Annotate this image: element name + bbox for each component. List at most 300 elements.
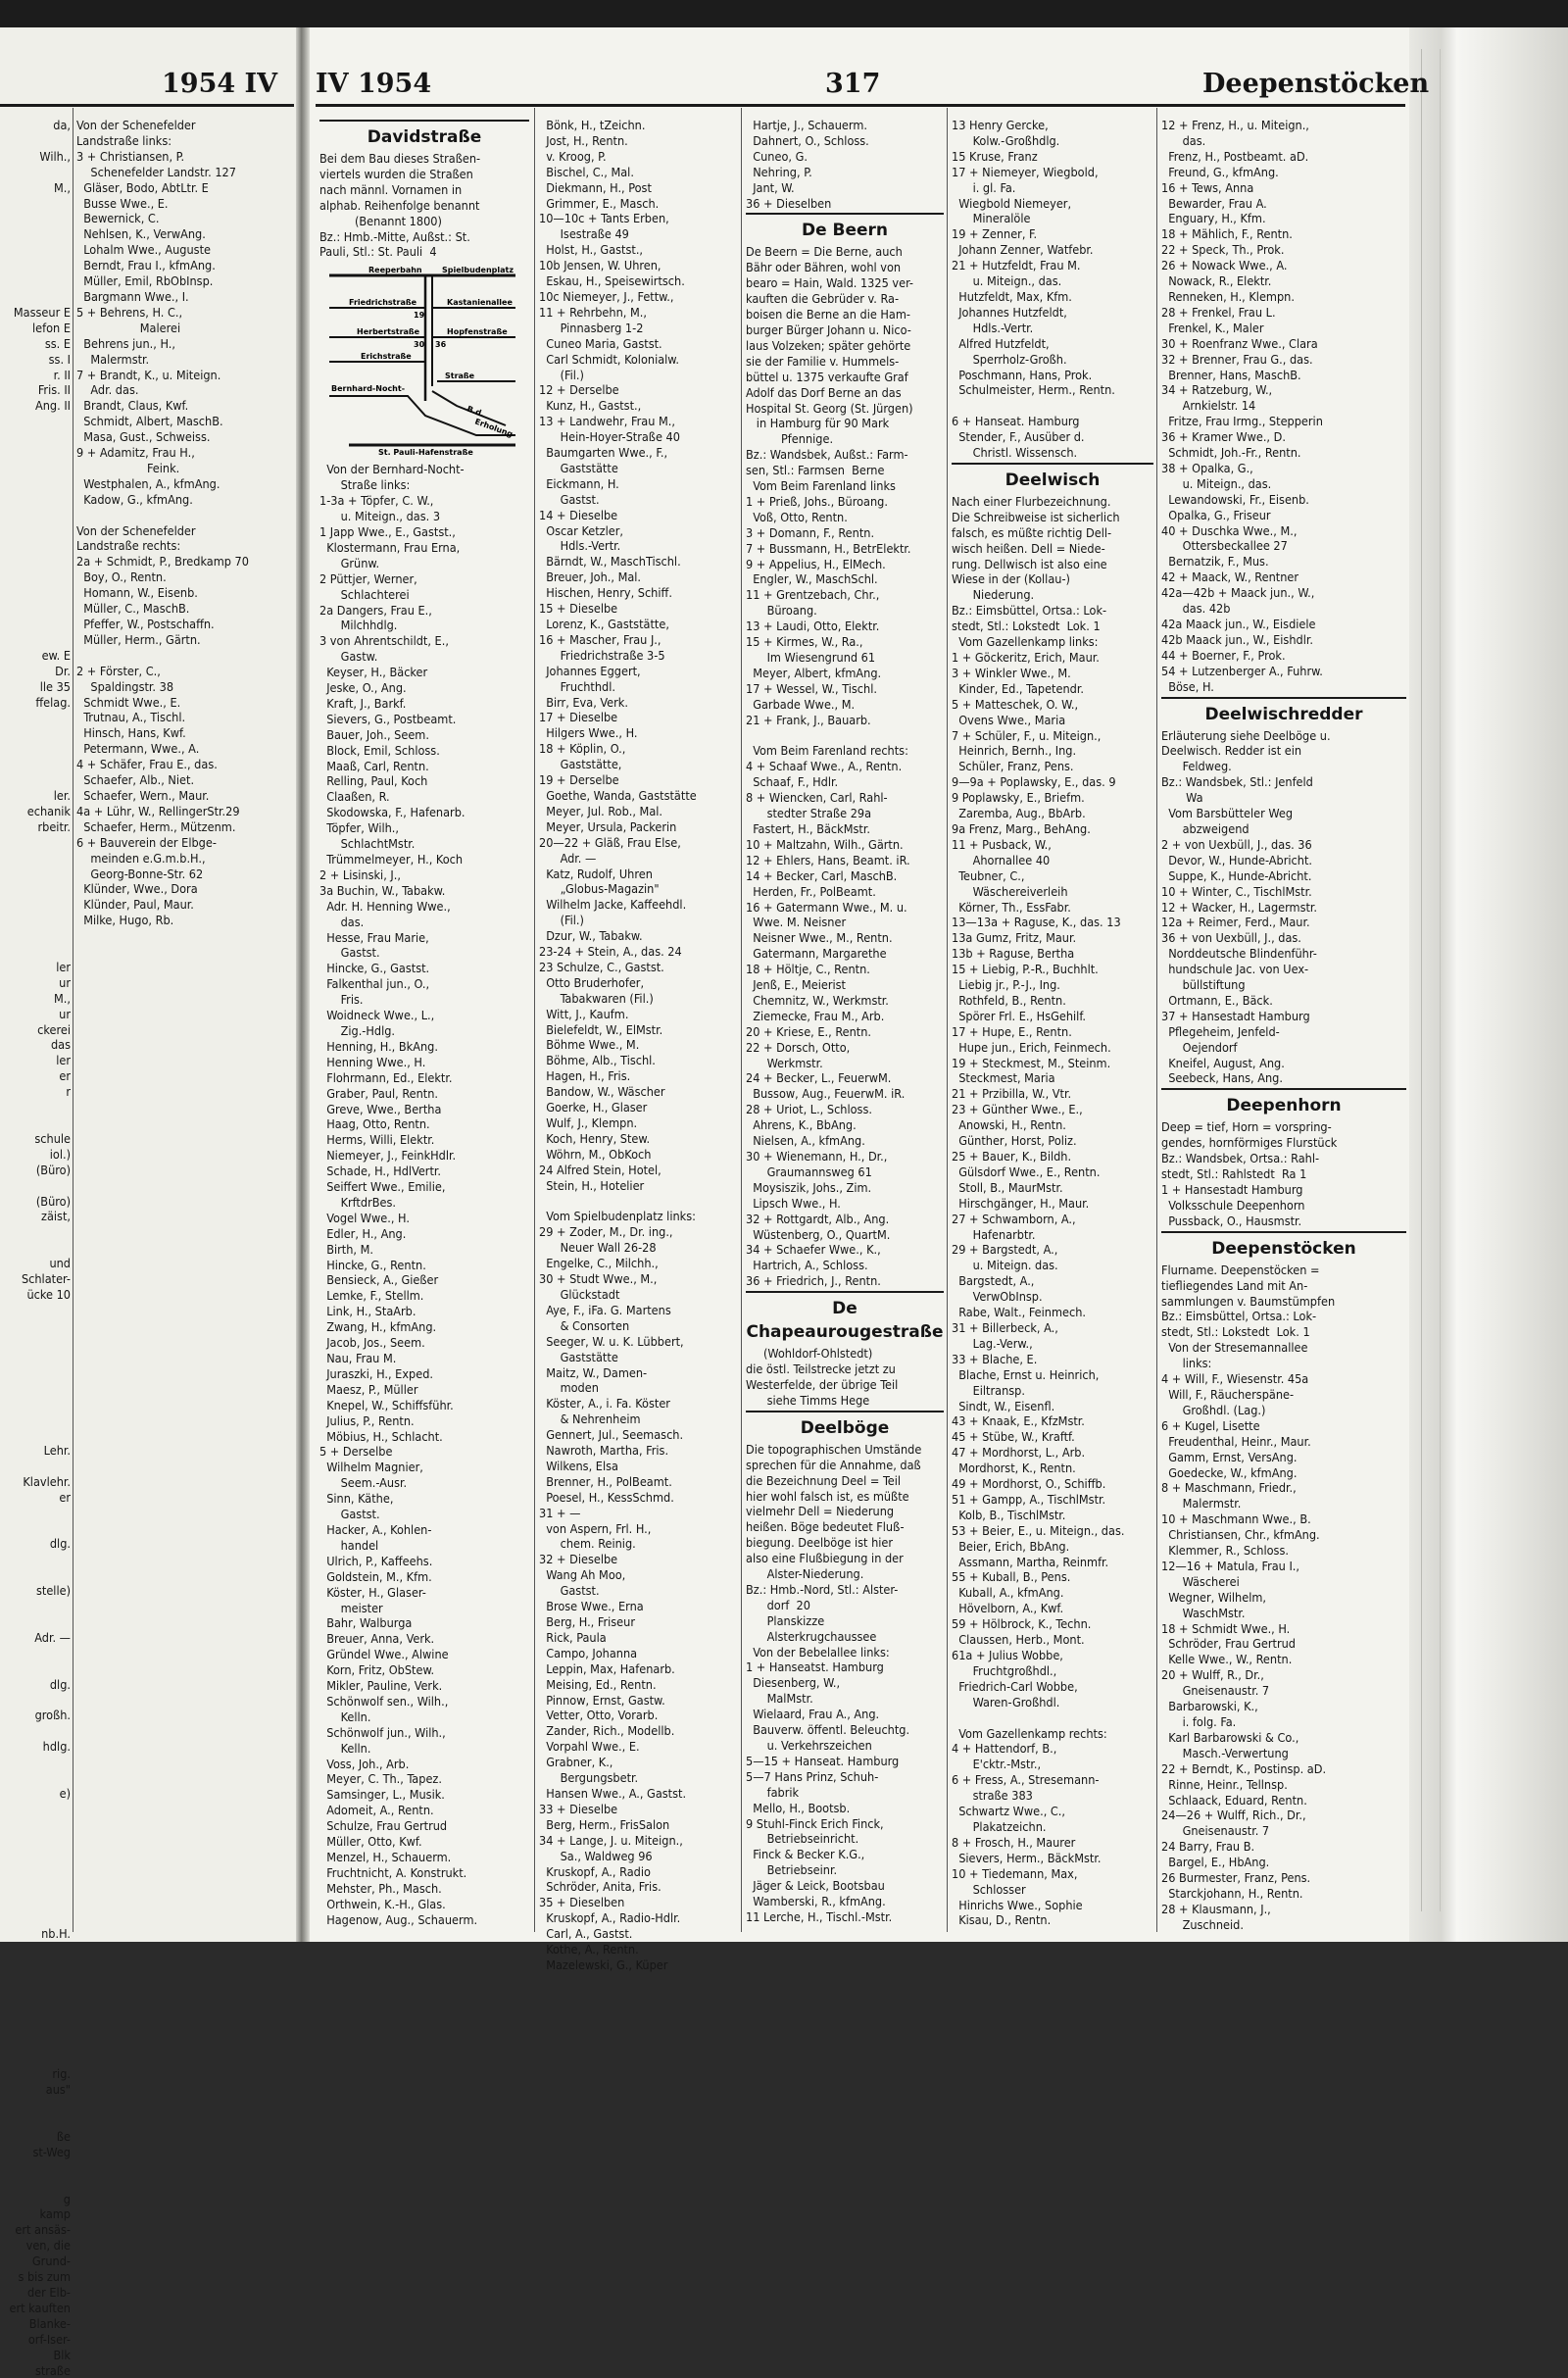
text-line: Niederung. — [952, 587, 1153, 603]
text-line: Wa — [1161, 790, 1406, 806]
text-line: ler — [0, 1053, 71, 1068]
text-line: 38 + Opalka, G., — [1161, 461, 1406, 476]
text-line: 1 + Hanseatst. Hamburg — [746, 1660, 944, 1675]
text-line: 14 + Becker, Carl, MaschB. — [746, 868, 944, 884]
text-line: Poesel, H., KessSchmd. — [539, 1490, 739, 1506]
text-line: echanik — [0, 804, 71, 819]
text-line: Hischen, Henry, Schiff. — [539, 585, 739, 601]
text-line: Ahrens, K., BbAng. — [746, 1117, 944, 1133]
text-line: rig. — [0, 2066, 71, 2082]
text-line: Pfennige. — [746, 431, 944, 447]
text-line: 8 + Wiencken, Carl, Rahl- — [746, 790, 944, 806]
text-line: 4 + Schaaf Wwe., A., Rentn. — [746, 759, 944, 774]
text-line — [0, 1100, 71, 1115]
text-line: Erläuterung siehe Deelböge u. — [1161, 728, 1406, 744]
text-line: Volksschule Deepenhorn — [1161, 1198, 1406, 1214]
text-line: Kruskopf, A., Radio-Hdlr. — [539, 1910, 739, 1926]
text-line: 49 + Mordhorst, O., Schiffb. — [952, 1476, 1153, 1492]
text-line: 25 + Bauer, K., Bildh. — [952, 1149, 1153, 1164]
text-line — [0, 1942, 71, 1957]
text-line: Rinne, Heinr., Tellnsp. — [1161, 1777, 1406, 1793]
text-line: 4 + Will, F., Wiesenstr. 45a — [1161, 1371, 1406, 1387]
text-line: Westphalen, A., kfmAng. — [76, 476, 290, 492]
text-line: Gastst. — [539, 1583, 739, 1599]
text-line: Orthwein, K.-H., Glas. — [319, 1897, 529, 1912]
text-line: 61a + Julius Wobbe, — [952, 1648, 1153, 1663]
text-line: Bähr oder Bähren, wohl von — [746, 260, 944, 275]
text-line: Nau, Frau M. — [319, 1351, 529, 1366]
text-line: Westerfelde, der übrige Teil — [746, 1377, 944, 1393]
text-line: Von der Bebelallee links: — [746, 1645, 944, 1660]
text-line: Pflegeheim, Jenfeld- — [1161, 1024, 1406, 1040]
text-line: Bergungsbetr. — [539, 1770, 739, 1786]
text-line: 18 + Mählich, F., Rentn. — [1161, 226, 1406, 242]
text-line: Birr, Eva, Verk. — [539, 695, 739, 711]
text-line: Sievers, G., Postbeamt. — [319, 712, 529, 727]
text-line — [0, 508, 71, 523]
text-line: Hafenarbtr. — [952, 1227, 1153, 1243]
text-line: Ahornallee 40 — [952, 853, 1153, 868]
text-line: Flohrmann, Ed., Elektr. — [319, 1070, 529, 1086]
text-line: Julius, P., Rentn. — [319, 1413, 529, 1429]
text-line: Johannes Hutzfeldt, — [952, 305, 1153, 321]
text-line — [0, 741, 71, 757]
text-line: 43 + Knaak, E., KfzMstr. — [952, 1413, 1153, 1429]
text-line: Masch.-Verwertung — [1161, 1746, 1406, 1761]
text-line — [0, 1412, 71, 1427]
text-line: s bis zum — [0, 2269, 71, 2285]
text-line: Katz, Rudolf, Uhren — [539, 867, 739, 882]
text-line: Bischel, C., Mal. — [539, 165, 739, 180]
text-line: Schulze, Frau Gertrud — [319, 1818, 529, 1834]
street-heading-de-beern: De Beern — [746, 213, 944, 242]
text-line: Gläser, Bodo, AbtLtr. E — [76, 180, 290, 196]
text-line: Bewarder, Frau A. — [1161, 196, 1406, 212]
text-line: M., — [0, 991, 71, 1007]
text-line: Kolw.-Großhdlg. — [952, 133, 1153, 149]
text-line: Töpfer, Wilh., — [319, 820, 529, 836]
text-line: Eickmann, H. — [539, 476, 739, 492]
text-line: ler — [0, 960, 71, 975]
text-line: 42a—42b + Maack jun., W., — [1161, 585, 1406, 601]
text-line — [0, 211, 71, 226]
text-line — [0, 725, 71, 741]
text-line — [0, 585, 71, 601]
text-line: ur — [0, 1007, 71, 1022]
text-line: Wilh., — [0, 149, 71, 165]
text-line: Hagen, H., Fris. — [539, 1068, 739, 1084]
text-line: SchlachtMstr. — [319, 836, 529, 852]
text-line: nach männl. Vornamen in — [319, 182, 529, 198]
text-line: 24 + Becker, L., FeuerwM. — [746, 1070, 944, 1086]
text-line: 8 + Maschmann, Friedr., — [1161, 1480, 1406, 1496]
text-line: 13 Henry Gercke, — [952, 118, 1153, 133]
text-line: Von der Stresemannallee — [1161, 1340, 1406, 1356]
text-line: e) — [0, 1786, 71, 1802]
text-line: Kuball, A., kfmAng. — [952, 1585, 1153, 1601]
text-line: 21 + Przibilla, W., Vtr. — [952, 1086, 1153, 1102]
text-line: 1 + Hansestadt Hamburg — [1161, 1182, 1406, 1198]
text-line: Knepel, W., Schiffsführ. — [319, 1398, 529, 1413]
text-line: 1 + Göckeritz, Erich, Maur. — [952, 650, 1153, 666]
text-line — [0, 1910, 71, 1926]
column-rule — [1156, 108, 1157, 1932]
text-line: Bensieck, A., Gießer — [319, 1272, 529, 1288]
text-line: Sinn, Käthe, — [319, 1491, 529, 1507]
text-line: Graber, Paul, Rentn. — [319, 1086, 529, 1102]
text-line — [0, 835, 71, 851]
text-line: Suppe, K., Hunde-Abricht. — [1161, 868, 1406, 884]
text-line: Adr. das. — [76, 382, 290, 398]
text-line: Trutnau, A., Tischl. — [76, 710, 290, 725]
text-line: 17 + Hupe, E., Rentn. — [952, 1024, 1153, 1040]
text-line: Fritze, Frau Irmg., Stepperin — [1161, 414, 1406, 429]
text-line: Fruchtgroßhdl., — [952, 1663, 1153, 1679]
street-heading-deepenstoecken: Deepenstöcken — [1161, 1231, 1406, 1261]
text-line: Schönwolf sen., Wilh., — [319, 1694, 529, 1709]
text-line: Schaefer, Alb., Niet. — [76, 772, 290, 788]
text-line: 2a + Schmidt, P., Bredkamp 70 — [76, 554, 290, 570]
text-line: 18 + Schmidt Wwe., H. — [1161, 1621, 1406, 1637]
svg-text:Herbertstraße: Herbertstraße — [357, 327, 420, 336]
text-line — [0, 2051, 71, 2066]
text-line — [0, 1755, 71, 1770]
text-line: Vom Beim Farenland links — [746, 478, 944, 494]
text-line — [0, 273, 71, 289]
text-line: Beier, Erich, BbAng. — [952, 1539, 1153, 1555]
text-line: Boy, O., Rentn. — [76, 570, 290, 585]
text-line: handel — [319, 1538, 529, 1554]
text-line: Oejendorf — [1161, 1040, 1406, 1056]
text-line: Wöhrn, M., ObKoch — [539, 1147, 739, 1163]
text-line — [0, 1334, 71, 1350]
text-line: Mazelewski, G., Küper — [539, 1957, 739, 1973]
text-line: Goldstein, M., Kfm. — [319, 1569, 529, 1585]
text-line: 12—16 + Matula, Frau I., — [1161, 1559, 1406, 1574]
text-line: Diekmann, H., Post — [539, 180, 739, 196]
text-line: Spörer Frl. E., HsGehilf. — [952, 1009, 1153, 1024]
column-rule — [73, 108, 74, 1932]
text-line: Engelke, C., Milchh., — [539, 1256, 739, 1271]
text-line: Blanke- — [0, 2316, 71, 2332]
text-line: 15 Kruse, Franz — [952, 149, 1153, 165]
column-rule — [534, 108, 535, 1932]
text-line: Schulmeister, Herm., Rentn. — [952, 382, 1153, 398]
column-rule — [741, 108, 742, 1932]
text-line: 2 Püttjer, Werner, — [319, 571, 529, 587]
text-line — [0, 913, 71, 928]
text-line: stedt, Stl.: Lokstedt Lok. 1 — [952, 619, 1153, 634]
text-line: 2 + von Uexbüll, J., das. 36 — [1161, 837, 1406, 853]
text-line: Wiese in der (Kollau-) — [952, 571, 1153, 587]
text-line — [0, 1350, 71, 1365]
text-line: Hirschgänger, H., Maur. — [952, 1196, 1153, 1212]
text-line: wisch heißen. Dell = Niede- — [952, 541, 1153, 557]
text-line: Maaß, Carl, Rentn. — [319, 759, 529, 774]
text-line: 32 + Brenner, Frau G., das. — [1161, 352, 1406, 368]
text-line: Bz.: Wandsbek, Außst.: Farm- — [746, 447, 944, 463]
text-line: Bz.: Wandsbek, Stl.: Jenfeld — [1161, 774, 1406, 790]
text-line: Keyser, H., Bäcker — [319, 665, 529, 680]
text-line: Grimmer, E., Masch. — [539, 196, 739, 212]
text-line: Köster, H., Glaser- — [319, 1585, 529, 1601]
text-line: Nach einer Flurbezeichnung. — [952, 494, 1153, 510]
text-line: meister — [319, 1601, 529, 1616]
text-line: Gneisenaustr. 7 — [1161, 1683, 1406, 1699]
text-line: Landstraße links: — [76, 133, 290, 149]
column-e — [1161, 118, 1406, 1942]
text-line: straße 383 — [952, 1788, 1153, 1804]
text-line: Gneisenaustr. 7 — [1161, 1823, 1406, 1839]
text-line: Lehr. — [0, 1443, 71, 1459]
text-line: Bussow, Aug., FeuerwM. iR. — [746, 1086, 944, 1102]
text-line: Ulrich, P., Kaffeehs. — [319, 1554, 529, 1569]
text-line: 17 + Dieselbe — [539, 710, 739, 725]
text-line — [0, 1646, 71, 1661]
text-line: Barbarowski, K., — [1161, 1699, 1406, 1714]
text-line: Devor, W., Hunde-Abricht. — [1161, 853, 1406, 868]
text-line: Trümmelmeyer, H., Koch — [319, 852, 529, 867]
text-line: Flurname. Deepenstöcken = — [1161, 1263, 1406, 1278]
text-line: Hein-Hoyer-Straße 40 — [539, 429, 739, 445]
text-line: r — [0, 1084, 71, 1100]
text-line — [0, 258, 71, 273]
text-line: Bei dem Bau dieses Straßen- — [319, 151, 529, 167]
text-line: 4 + Hattendorf, B., — [952, 1741, 1153, 1757]
text-line: 3a Buchin, W., Tabakw. — [319, 883, 529, 899]
text-line: 9 Stuhl-Finck Erich Finck, — [746, 1816, 944, 1832]
text-line: Relling, Paul, Koch — [319, 773, 529, 789]
text-line: Freund, G., kfmAng. — [1161, 165, 1406, 180]
text-line: 33 + Dieselbe — [539, 1802, 739, 1817]
text-line: Hövelborn, A., Kwf. — [952, 1601, 1153, 1616]
text-line: 36 + von Uexbüll, J., das. — [1161, 930, 1406, 946]
text-line: ert kauften — [0, 2301, 71, 2316]
text-line — [0, 523, 71, 539]
text-line — [0, 538, 71, 554]
text-line: Wilkens, Elsa — [539, 1459, 739, 1474]
text-line: also eine Flußbiegung in der — [746, 1551, 944, 1566]
svg-text:Hopfenstraße: Hopfenstraße — [447, 327, 508, 336]
text-line — [76, 508, 290, 523]
text-line: 20—22 + Gläß, Frau Else, — [539, 835, 739, 851]
text-line: Bahr, Walburga — [319, 1615, 529, 1631]
text-line: Schmidt, Joh.-Fr., Rentn. — [1161, 445, 1406, 461]
text-line: 28 + Frenkel, Frau L. — [1161, 305, 1406, 321]
text-line — [0, 1849, 71, 1864]
text-line: Witt, J., Kaufm. — [539, 1007, 739, 1022]
text-line: 16 + Tews, Anna — [1161, 180, 1406, 196]
text-line: 45 + Stübe, W., Kraftf. — [952, 1429, 1153, 1445]
text-line: 9 Poplawsky, E., Briefm. — [952, 790, 1153, 806]
text-line — [0, 226, 71, 242]
text-line: laus Volzeken; später gehörte — [746, 338, 944, 354]
text-line: Möbius, H., Schlacht. — [319, 1429, 529, 1445]
text-line: Die topographischen Umstände — [746, 1442, 944, 1458]
text-line — [0, 1178, 71, 1194]
text-line: 17 + Wessel, W., Tischl. — [746, 681, 944, 697]
text-line — [0, 757, 71, 772]
text-line: 30 + Studt Wwe., M., — [539, 1271, 739, 1287]
text-line: Oscar Ketzler, — [539, 523, 739, 539]
street-heading-deelboege: Deelböge — [746, 1411, 944, 1440]
text-line: 11 + Grentzebach, Chr., — [746, 587, 944, 603]
text-line: 42b Maack jun., W., Eishdlr. — [1161, 632, 1406, 648]
text-line: VerwObInsp. — [952, 1289, 1153, 1305]
text-line: 9a Frenz, Marg., BehAng. — [952, 821, 1153, 837]
svg-text:Friedrichstraße: Friedrichstraße — [349, 298, 417, 307]
text-line: Tabakwaren (Fil.) — [539, 991, 739, 1007]
text-line: Campo, Johanna — [539, 1646, 739, 1661]
text-line: r. II — [0, 368, 71, 383]
text-line: Von der Schenefelder — [76, 523, 290, 539]
text-line — [0, 1318, 71, 1334]
text-line: Schade, H., HdlVertr. — [319, 1164, 529, 1179]
text-line: Greve, Wwe., Bertha — [319, 1102, 529, 1117]
text-line: Vom Barsbütteler Weg — [1161, 806, 1406, 821]
text-line: Adr. H. Henning Wwe., — [319, 899, 529, 915]
text-line: Fruchthdl. — [539, 679, 739, 695]
text-line: aus" — [0, 2082, 71, 2098]
text-line: 13—13a + Raguse, K., das. 13 — [952, 915, 1153, 930]
text-line: und — [0, 1256, 71, 1271]
text-line: MalMstr. — [746, 1691, 944, 1707]
text-line: 6 + Hanseat. Hamburg — [952, 414, 1153, 429]
text-line: 21 + Frank, J., Bauarb. — [746, 713, 944, 728]
text-line: Voß, Otto, Rentn. — [746, 510, 944, 525]
text-line — [0, 445, 71, 461]
text-line: (Büro) — [0, 1194, 71, 1210]
text-line: Zander, Rich., Modellb. — [539, 1723, 739, 1739]
text-line: fabrik — [746, 1785, 944, 1801]
text-line — [0, 617, 71, 632]
text-line — [539, 1194, 739, 1210]
text-line: Von der Bernhard-Nocht- — [319, 462, 529, 477]
text-line: 36 + Dieselben — [746, 196, 944, 212]
text-line: & Consorten — [539, 1318, 739, 1334]
text-line: Meyer, Albert, kfmAng. — [746, 666, 944, 681]
text-line: Betriebseinricht. — [746, 1831, 944, 1847]
text-line: Baumgarten Wwe., F., — [539, 445, 739, 461]
text-line: Zuschneid. — [1161, 1917, 1406, 1933]
text-line: 7 + Schüler, F., u. Miteign., — [952, 728, 1153, 744]
text-line: 20 + Kriese, E., Rentn. — [746, 1024, 944, 1040]
text-line: Milke, Hugo, Rb. — [76, 913, 290, 928]
text-line: Jenß, E., Meierist — [746, 977, 944, 993]
text-line: Anowski, H., Rentn. — [952, 1117, 1153, 1133]
text-line: abzweigend — [1161, 821, 1406, 837]
text-line — [0, 570, 71, 585]
text-line — [0, 1693, 71, 1709]
text-line: 51 + Gampp, A., TischlMstr. — [952, 1492, 1153, 1508]
text-line: Garbade Wwe., M. — [746, 697, 944, 713]
text-line: v. Kroog, P. — [539, 149, 739, 165]
text-line: Sindt, W., Eisenfl. — [952, 1399, 1153, 1414]
text-line: u. Miteign., das. — [1161, 476, 1406, 492]
text-line: tiefliegendes Land mit An- — [1161, 1278, 1406, 1294]
text-line: Niemeyer, J., FeinkHdlr. — [319, 1148, 529, 1164]
text-line: lle 35 — [0, 679, 71, 695]
text-line: 10 + Maschmann Wwe., B. — [1161, 1511, 1406, 1527]
text-line: 22 + Speck, Th., Prok. — [1161, 242, 1406, 258]
column-rule — [947, 108, 948, 1932]
street-heading-davidstrasse: Davidstraße — [319, 120, 529, 149]
text-line: falsch, es müßte richtig Dell- — [952, 525, 1153, 541]
text-line: 24 Barry, Frau B. — [1161, 1839, 1406, 1855]
text-line: Wang Ah Moo, — [539, 1567, 739, 1583]
text-line: Meyer, Ursula, Packerin — [539, 819, 739, 835]
text-line: Neuer Wall 26-28 — [539, 1240, 739, 1256]
text-line: Grabner, K., — [539, 1755, 739, 1770]
left-page-header — [0, 69, 294, 107]
text-line: Adomeit, A., Rentn. — [319, 1803, 529, 1818]
text-line: büttel u. 1375 verkaufte Graf — [746, 370, 944, 385]
text-line: Pfeffer, W., Postschaffn. — [76, 617, 290, 632]
text-line: 28 + Uriot, L., Schloss. — [746, 1102, 944, 1117]
text-line: Breuer, Anna, Verk. — [319, 1631, 529, 1647]
text-line — [0, 897, 71, 913]
svg-text:30: 30 — [414, 340, 425, 349]
text-line: Sperrholz-Großh. — [952, 352, 1153, 368]
text-line: Hilgers Wwe., H. — [539, 725, 739, 741]
text-line: „Globus-Magazin" — [539, 881, 739, 897]
text-line — [0, 1396, 71, 1412]
text-line: Starckjohann, H., Rentn. — [1161, 1886, 1406, 1902]
text-line: M., — [0, 180, 71, 196]
text-line: hundschule Jac. von Uex- — [1161, 962, 1406, 977]
text-line: Pauli, Stl.: St. Pauli 4 — [319, 244, 529, 260]
text-line: 53 + Beier, E., u. Miteign., das. — [952, 1523, 1153, 1539]
text-line: das. 42b — [1161, 601, 1406, 617]
text-line — [0, 1957, 71, 1973]
text-line: burger Bürger Johann u. Nico- — [746, 322, 944, 338]
text-line: (Fil.) — [539, 913, 739, 928]
text-line: Gaststätte, — [539, 757, 739, 772]
text-line: 10c Niemeyer, J., Fettw., — [539, 289, 739, 305]
text-line — [0, 1567, 71, 1583]
page-edge-lines — [1421, 49, 1441, 1911]
text-line: 15 + Liebig, P.-R., Buchhlt. — [952, 962, 1153, 977]
text-line: Schlosser — [952, 1882, 1153, 1898]
text-line: 13 + Landwehr, Frau M., — [539, 414, 739, 429]
text-line — [0, 928, 71, 944]
text-line: Vom Gazellenkamp rechts: — [952, 1726, 1153, 1742]
text-line: Blk — [0, 2348, 71, 2363]
text-line: Fruchtnicht, A. Konstrukt. — [319, 1865, 529, 1881]
text-line: Hinsch, Hans, Kwf. — [76, 725, 290, 741]
text-line: Johannes Eggert, — [539, 664, 739, 679]
text-line: Malermstr. — [1161, 1496, 1406, 1511]
text-line: 16 + Mascher, Frau J., — [539, 632, 739, 648]
text-line: Ziemecke, Frau M., Arb. — [746, 1009, 944, 1024]
text-line: Behrens jun., H., — [76, 336, 290, 352]
text-line: Gastst. — [319, 1507, 529, 1522]
text-line: Kruskopf, A., Radio — [539, 1864, 739, 1880]
text-line: Adolf das Dorf Berne an das — [746, 385, 944, 401]
text-line — [0, 165, 71, 180]
text-line: Lorenz, K., Gaststätte, — [539, 617, 739, 632]
text-line: Woidneck Wwe., L., — [319, 1008, 529, 1023]
text-line: Wäschereiverleih — [952, 884, 1153, 900]
text-line: 13 + Laudi, Otto, Elektr. — [746, 619, 944, 634]
text-line: rbeitr. — [0, 819, 71, 835]
text-line: Seebeck, Hans, Ang. — [1161, 1070, 1406, 1086]
svg-text:Straße: Straße — [445, 372, 475, 380]
text-line: 12 + Ehlers, Hans, Beamt. iR. — [746, 853, 944, 868]
scan-frame-top — [0, 0, 1568, 27]
text-line: 54 + Lutzenberger A., Fuhrw. — [1161, 664, 1406, 679]
text-line: Bauer, Joh., Seem. — [319, 727, 529, 743]
